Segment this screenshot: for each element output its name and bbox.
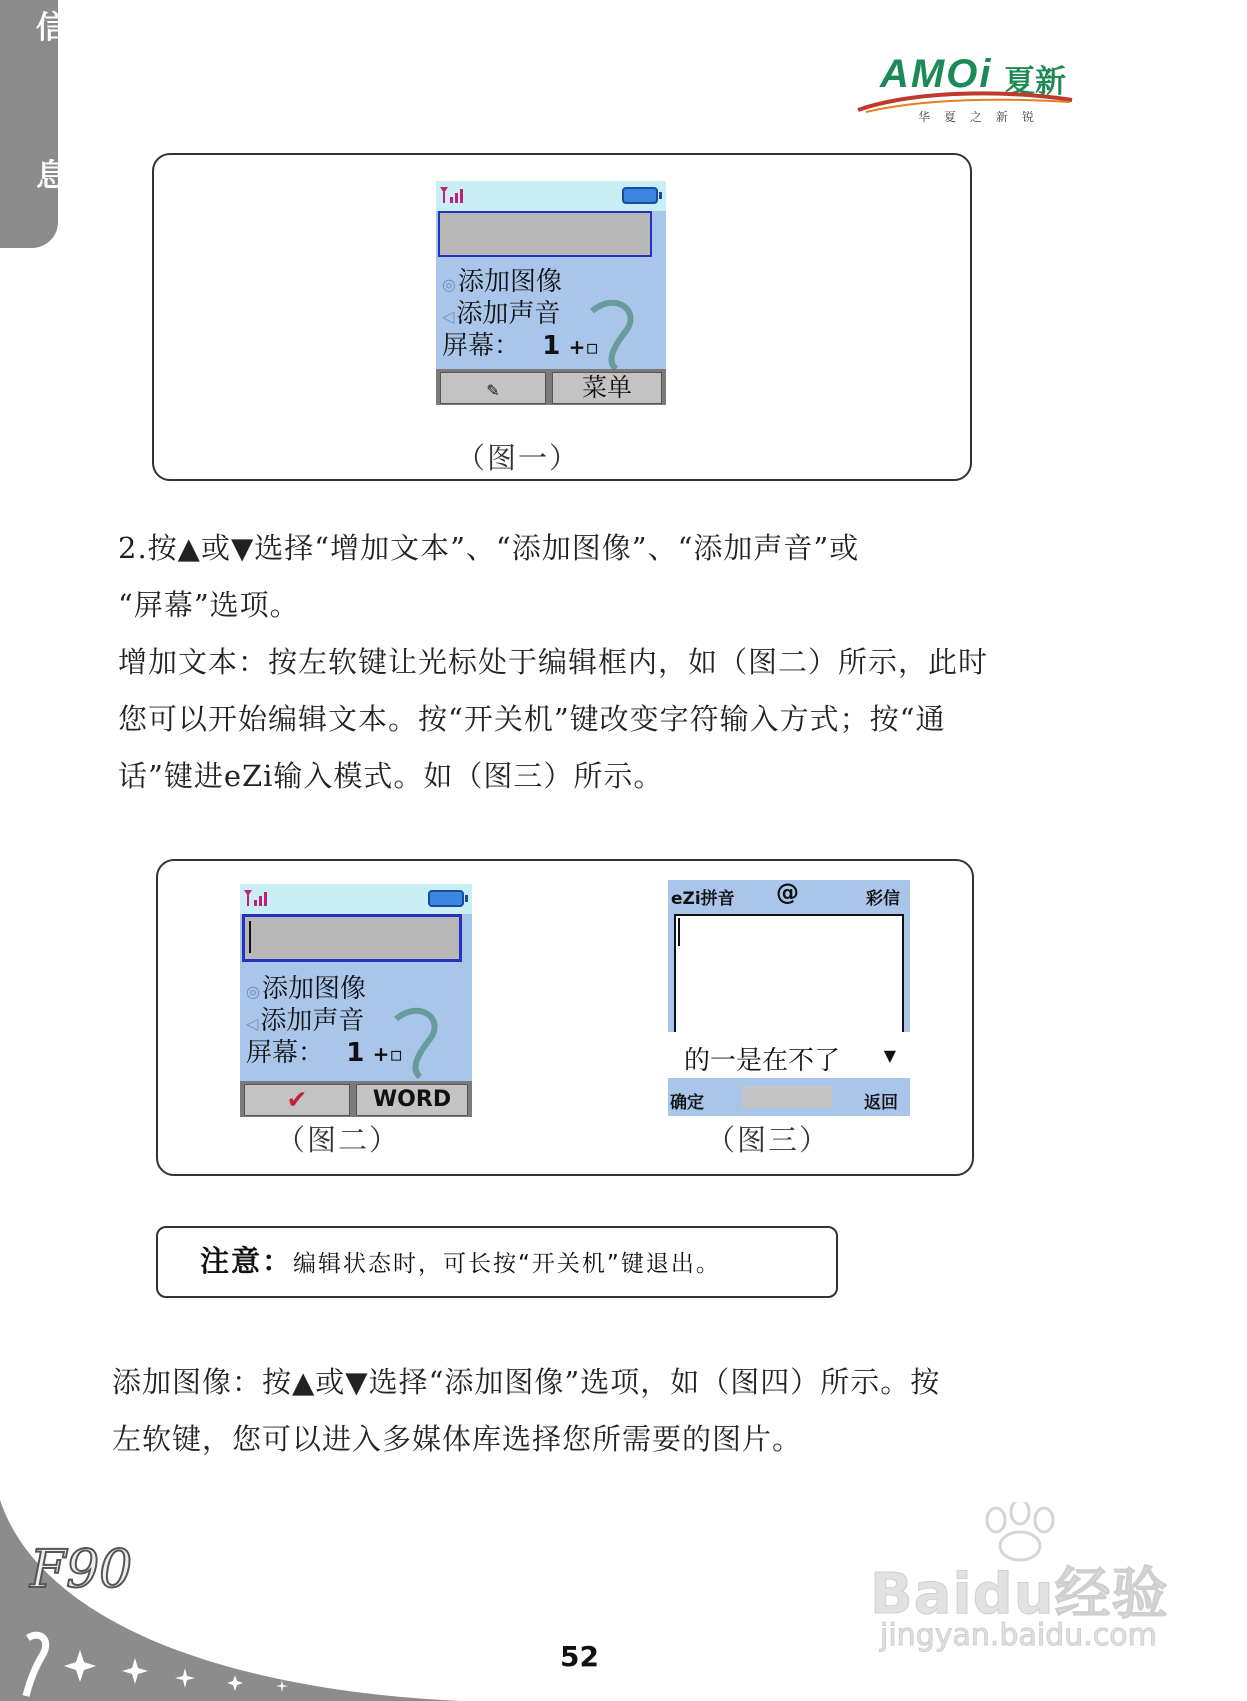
figure-2-caption: （图二） — [276, 1123, 401, 1157]
menu-item-screen[interactable]: 屏幕： 1 +▫ — [246, 1038, 403, 1068]
message-edit-box[interactable] — [438, 211, 652, 257]
candidate-row — [668, 1032, 910, 1078]
text-cursor — [678, 918, 680, 946]
watermark-logo: Baidu经验 — [870, 1562, 1169, 1627]
menu-item-add-sound[interactable]: ◁添加声音 — [442, 299, 561, 329]
menu-item-screen[interactable]: 屏幕： 1 +▫ — [442, 331, 599, 361]
image-icon: ◎ — [246, 982, 260, 1001]
speaker-icon: ◁ — [442, 307, 455, 326]
signal-icon — [242, 888, 276, 908]
at-icon: @ — [776, 880, 799, 906]
image-icon: ◎ — [442, 275, 456, 294]
add-image-line-1: 添加图像：按▲或▼选择“添加图像”选项，如（图四）所示。按 — [112, 1365, 941, 1399]
battery-icon — [428, 890, 464, 907]
ezi-text-area[interactable] — [674, 914, 904, 1034]
softkey-bar — [436, 369, 666, 405]
pen-icon: ✎ — [486, 381, 500, 400]
checkmark-icon: ✔ — [286, 1085, 308, 1114]
side-tab-char-2: 息 — [36, 158, 67, 194]
side-tab-char-1: 信 — [36, 10, 67, 46]
menu-item-add-image[interactable]: ◎添加图像 — [246, 974, 366, 1004]
note-label: 注意： — [200, 1244, 294, 1278]
speaker-icon: ◁ — [246, 1014, 259, 1033]
mms-title: 彩信 — [866, 889, 900, 909]
instruction-line-2: “屏幕”选项。 — [118, 588, 300, 622]
status-bar — [240, 884, 472, 914]
ezi-title-bar — [668, 880, 910, 910]
instruction-line-3: 增加文本：按左软键让光标处于编辑框内，如（图二）所示，此时 — [118, 645, 989, 679]
instruction-line-1: 2.按▲或▼选择“增加文本”、“添加图像”、“添加声音”或 — [118, 531, 860, 565]
left-softkey[interactable] — [440, 372, 546, 404]
instruction-line-4: 您可以开始编辑文本。按“开关机”键改变字符输入方式；按“通 — [118, 702, 946, 736]
note-box — [156, 1226, 838, 1298]
menu-item-add-sound[interactable]: ◁添加声音 — [246, 1006, 365, 1036]
left-softkey-confirm[interactable] — [244, 1084, 350, 1116]
model-mark: F90 — [30, 1540, 133, 1600]
softkey-bar — [240, 1081, 472, 1117]
wallpaper-swoosh-icon — [586, 291, 646, 371]
add-image-line-2: 左软键，您可以进入多媒体库选择您所需要的图片。 — [112, 1422, 803, 1456]
wallpaper-swoosh-icon — [390, 999, 450, 1079]
brand-logo: AMOi — [880, 52, 993, 96]
message-edit-box-focused[interactable] — [242, 914, 462, 962]
phone-screen-3 — [668, 880, 910, 1116]
figure-3-caption: （图三） — [706, 1123, 831, 1157]
text-cursor — [249, 921, 251, 953]
watermark-url: jingyan.baidu.com — [880, 1618, 1157, 1653]
figure-1-caption: （图一） — [456, 441, 581, 475]
battery-icon — [622, 187, 658, 204]
status-bar — [436, 181, 666, 211]
note-text: 编辑状态时，可长按“开关机”键退出。 — [293, 1251, 721, 1277]
add-screen-icon: +▫ — [372, 1042, 403, 1066]
add-screen-icon: +▫ — [568, 335, 599, 359]
input-mode-label: eZi拼音 — [671, 889, 735, 909]
menu-item-add-image[interactable]: ◎添加图像 — [442, 267, 562, 297]
confirm-softkey[interactable]: 确定 — [670, 1093, 704, 1113]
signal-icon — [438, 185, 472, 205]
right-softkey-menu[interactable]: 菜单 — [552, 372, 662, 404]
phone-screen-1 — [436, 181, 666, 405]
footer-curve-decoration — [0, 1500, 460, 1701]
right-softkey-word[interactable]: WORD — [356, 1084, 468, 1116]
candidate-characters[interactable]: 的一是在不了 — [684, 1046, 841, 1076]
back-softkey[interactable]: 返回 — [864, 1093, 898, 1113]
instruction-line-5: 话”键进eZi输入模式。如（图三）所示。 — [118, 759, 664, 793]
phone-screen-2 — [240, 884, 472, 1117]
ezi-softkey-bar — [668, 1080, 910, 1116]
ezi-status-slot — [742, 1086, 832, 1108]
side-tab — [0, 0, 67, 248]
page-number: 52 — [560, 1640, 599, 1673]
dropdown-arrow-icon[interactable]: ▼ — [883, 1046, 896, 1065]
brand-logo-cn: 夏新 — [1004, 64, 1066, 100]
brand-slogan: 华夏之新锐 — [918, 110, 1049, 124]
